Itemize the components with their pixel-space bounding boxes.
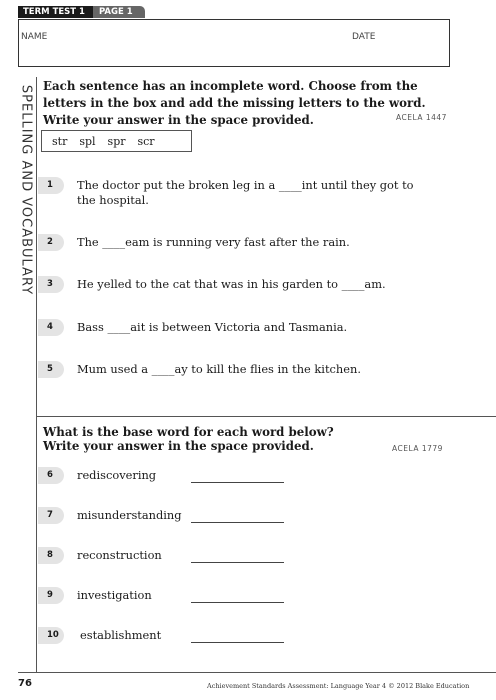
name-label: NAME [21,32,48,42]
base-word-prompt: rediscovering [77,468,157,482]
question-text: The ____eam is running very fast after the rain. [77,235,350,249]
answer-line[interactable] [191,522,284,523]
section2-code: ACELA 1779 [392,444,443,453]
question-text: Bass ____ait is between Victoria and Tasmania. [77,320,348,334]
question-number: 5 [38,361,64,378]
answer-line[interactable] [191,642,284,643]
name-date-box[interactable] [18,19,450,67]
letter-options-box [41,130,192,152]
section2-instruction-line2: Write your answer in the space provided. [43,439,314,453]
page-number: 76 [18,678,32,689]
side-rule [36,77,37,672]
question-number: 6 [38,467,64,484]
side-section-label: SPELLING AND VOCABULARY [18,84,34,296]
question-number: 3 [38,276,64,293]
question-text: Mum used a ____ay to kill the flies in the kitchen. [77,362,361,376]
date-label: DATE [352,32,376,42]
section1-code: ACELA 1447 [396,113,447,122]
question-number: 8 [38,547,64,564]
letter-option: str [52,134,68,148]
footer-credit: Achievement Standards Assessment: Language Year 4 © 2012 Blake Education [207,682,470,690]
letter-option: spr [107,134,126,148]
question-text: The doctor put the broken leg in a ____int until they got to the hospital. [77,178,414,207]
footer-rule [18,672,496,673]
base-word-prompt: misunderstanding [77,508,182,522]
question-number: 9 [38,587,64,604]
question-number: 4 [38,319,64,336]
answer-line[interactable] [191,602,284,603]
base-word-prompt: establishment [80,628,162,642]
section-divider [36,416,496,417]
question-text: He yelled to the cat that was in his garden to ____am. [77,277,386,291]
answer-line[interactable] [191,562,284,563]
question-number: 2 [38,234,64,251]
answer-line[interactable] [191,482,284,483]
section1-instruction: Each sentence has an incomplete word. Choose from the letters in the box and add the missing letters to the word. Write your answer in the space provided. [43,79,426,127]
letter-option: spl [79,134,96,148]
header-tabs [18,6,145,18]
page-tab: PAGE 1 [93,6,145,18]
base-word-prompt: reconstruction [77,548,162,562]
question-number: 1 [38,177,64,194]
letter-option: scr [137,134,155,148]
test-tab: TERM TEST 1 [18,6,93,18]
question-number: 10 [38,627,64,644]
question-number: 7 [38,507,64,524]
section2-instruction-line1: What is the base word for each word below? [43,425,334,439]
base-word-prompt: investigation [77,588,152,602]
